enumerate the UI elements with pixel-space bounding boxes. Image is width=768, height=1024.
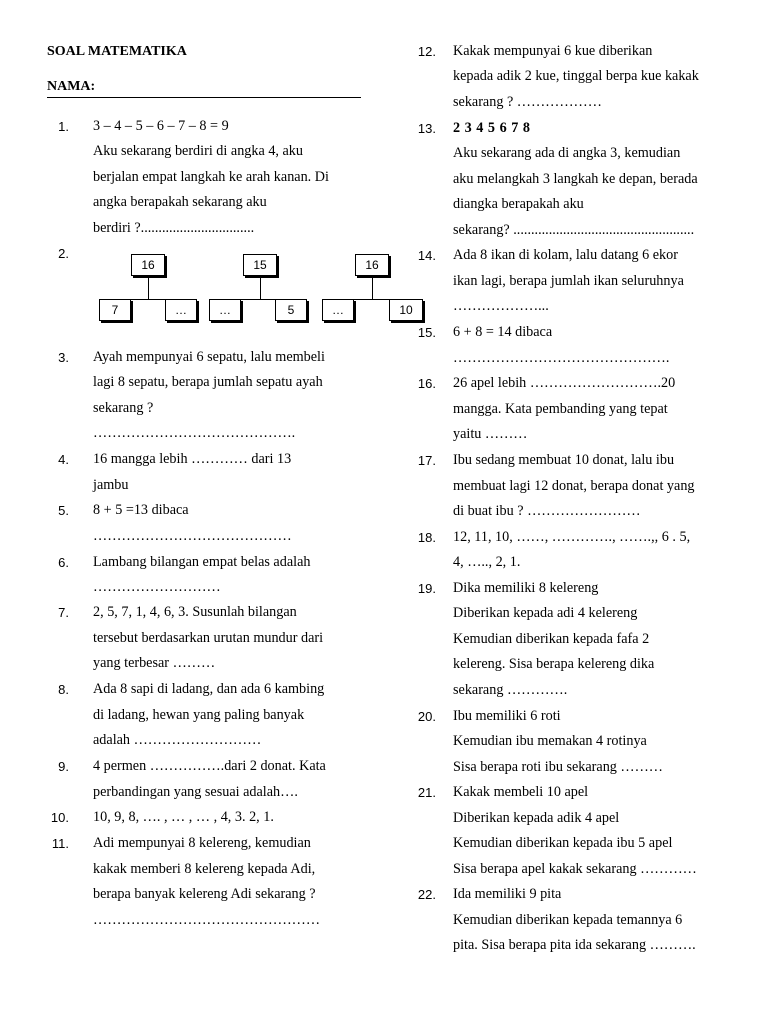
question-text bbox=[93, 831, 320, 933]
question-number: 9. bbox=[58, 759, 69, 774]
question-line: ………………………………………. bbox=[453, 349, 670, 366]
question-line: sekarang ? bbox=[93, 399, 154, 416]
question-number: 2. bbox=[58, 246, 69, 261]
question-number: 11. bbox=[51, 836, 69, 851]
question-line: sekarang ? ……………… bbox=[453, 93, 602, 110]
question-line: Kemudian ibu memakan 4 rotinya bbox=[453, 733, 647, 750]
question-line: mangga. Kata pembanding yang tepat bbox=[453, 400, 668, 417]
question-line: kepada adik 2 kue, tinggal berpa kue kakak bbox=[453, 68, 699, 85]
diagram-left-box-1: 7 bbox=[99, 299, 131, 321]
question-line: Diberikan kepada adi 4 kelereng bbox=[453, 605, 638, 622]
question-number: 8. bbox=[58, 682, 69, 697]
question-number: 20. bbox=[417, 708, 436, 724]
diagram-top-box-3: 16 bbox=[355, 254, 389, 276]
question-line: berjalan empat langkah ke arah kanan. Di bbox=[93, 168, 329, 185]
question-text bbox=[93, 754, 326, 805]
question-line: ikan lagi, berapa jumlah ikan seluruhnya bbox=[453, 272, 684, 289]
question-line: 3 – 4 – 5 – 6 – 7 – 8 = 9 bbox=[93, 117, 229, 134]
question-line: Lambang bilangan empat belas adalah bbox=[93, 553, 311, 570]
question-line: 16 mangga lebih ………… dari 13 bbox=[93, 451, 292, 467]
question-text bbox=[453, 576, 654, 704]
question-line: diangka berapakah aku bbox=[453, 196, 584, 213]
diagram-top-box-2: 15 bbox=[243, 254, 277, 276]
question-line: 2, 5, 7, 1, 4, 6, 3. Susunlah bilangan bbox=[93, 604, 297, 620]
question-line: membuat lagi 12 donat, berapa donat yang bbox=[453, 477, 695, 494]
question-text bbox=[93, 447, 291, 498]
question-line: lagi 8 sepatu, berapa jumlah sepatu ayah bbox=[93, 374, 323, 391]
question-line: adalah ……………………… bbox=[93, 732, 262, 749]
question-line: Kemudian diberikan kepada ibu 5 apel bbox=[453, 835, 673, 852]
question-line: pita. Sisa berapa pita ida sekarang ………. bbox=[453, 937, 696, 954]
question-line: Ibu memiliki 6 roti bbox=[453, 707, 561, 724]
question-line: Diberikan kepada adik 4 apel bbox=[453, 809, 620, 826]
question-line: tersebut berdasarkan urutan mundur dari bbox=[93, 629, 324, 646]
question-line: yang terbesar ……… bbox=[93, 655, 216, 672]
question-number: 3. bbox=[58, 349, 69, 365]
question-text bbox=[93, 114, 329, 242]
diagram-right-box-3: 10 bbox=[389, 299, 423, 321]
question-line: Aku sekarang ada di angka 3, kemudian bbox=[453, 145, 681, 162]
question-number: 12. bbox=[417, 43, 436, 59]
question-text bbox=[453, 525, 690, 576]
question-text bbox=[453, 371, 675, 448]
question-line: jambu bbox=[93, 476, 129, 493]
question-line: 10, 9, 8, …. , … , … , 4, 3. 2, 1. bbox=[93, 809, 274, 825]
question-text bbox=[93, 550, 310, 601]
question-line: sekarang …………. bbox=[453, 681, 568, 698]
question-number: 17. bbox=[417, 453, 436, 468]
question-line: Sisa berapa apel kakak sekarang ………… bbox=[453, 860, 697, 877]
question-line: ……………………………………. bbox=[93, 425, 296, 442]
question-text bbox=[93, 498, 292, 549]
question-number: 14. bbox=[417, 248, 436, 263]
question-line: di ladang, hewan yang paling banyak bbox=[93, 706, 305, 723]
question-text bbox=[453, 243, 684, 320]
question-line: 26 apel lebih ……………………….20 bbox=[453, 375, 676, 391]
question-line: …………………………………… bbox=[93, 527, 292, 544]
diagram-connector bbox=[354, 299, 392, 300]
question-number: 21. bbox=[417, 785, 436, 800]
question-line: di buat ibu ? …………………… bbox=[453, 503, 641, 520]
question-number: 7. bbox=[58, 605, 69, 620]
question-text bbox=[93, 600, 323, 677]
question-line: Kakak mempunyai 6 kue diberikan bbox=[453, 42, 653, 59]
question-text bbox=[453, 704, 663, 781]
question-text bbox=[453, 780, 697, 882]
question-number: 22. bbox=[417, 887, 436, 902]
question-line: sekarang? ................................................... bbox=[453, 221, 695, 238]
diagram-left-box-2: … bbox=[209, 299, 241, 321]
question-line: 4, ….., 2, 1. bbox=[453, 554, 521, 571]
question-text bbox=[453, 116, 698, 244]
question-text bbox=[453, 448, 695, 525]
question-line: Ada 8 sapi di ladang, dan ada 6 kambing bbox=[93, 681, 325, 697]
question-line: Kakak membeli 10 apel bbox=[453, 784, 589, 800]
question-text bbox=[93, 345, 325, 447]
question-line: 8 + 5 =13 dibaca bbox=[93, 502, 189, 518]
question-number: 15. bbox=[417, 325, 436, 340]
question-line: berapa banyak kelereng Adi sekarang ? bbox=[93, 886, 316, 903]
question-number: 19. bbox=[417, 580, 436, 596]
diagram-connector bbox=[372, 277, 373, 299]
page-title: SOAL MATEMATIKA bbox=[47, 44, 187, 59]
question-number: 13. bbox=[417, 120, 436, 136]
diagram-right-box-2: 5 bbox=[275, 299, 307, 321]
question-number: 5. bbox=[58, 503, 69, 518]
question-line: Dika memiliki 8 kelereng bbox=[453, 579, 599, 596]
question-line: Ada 8 ikan di kolam, lalu datang 6 ekor bbox=[453, 247, 678, 263]
question-line: Adi mempunyai 8 kelereng, kemudian bbox=[93, 835, 311, 851]
question-number: 18. bbox=[417, 529, 436, 545]
name-underline bbox=[47, 97, 361, 98]
question-number: 10. bbox=[50, 810, 69, 825]
question-line: kelereng. Sisa berapa kelereng dika bbox=[453, 656, 655, 673]
question-text bbox=[93, 677, 324, 754]
question-line: 6 + 8 = 14 dibaca bbox=[453, 324, 553, 340]
question-line: berdiri ?................................ bbox=[93, 219, 255, 236]
question-line: ………………………………………… bbox=[93, 911, 320, 928]
name-label: NAMA: bbox=[47, 79, 96, 94]
question-line: kakak memberi 8 kelereng kepada Adi, bbox=[93, 860, 316, 877]
question-text bbox=[453, 39, 699, 116]
question-text bbox=[453, 882, 696, 959]
question-line: aku melangkah 3 langkah ke depan, berada bbox=[453, 170, 698, 187]
diagram-connector bbox=[148, 277, 149, 299]
question-text bbox=[453, 320, 669, 371]
question-line: yaitu ……… bbox=[453, 426, 528, 443]
question-line: ……………………… bbox=[93, 579, 221, 596]
diagram-left-box-3: … bbox=[322, 299, 354, 321]
question-number: 4. bbox=[58, 452, 69, 467]
diagram-top-box-1: 16 bbox=[131, 254, 165, 276]
diagram-right-box-1: … bbox=[165, 299, 197, 321]
diagram-connector bbox=[260, 277, 261, 299]
question-number: 16. bbox=[417, 376, 436, 391]
question-line: Aku sekarang berdiri di angka 4, aku bbox=[93, 143, 303, 160]
question-line: 12, 11, 10, ……, …………., …….,, 6 . 5, bbox=[453, 528, 691, 545]
question-line: perbandingan yang sesuai adalah…. bbox=[93, 783, 298, 800]
question-line: angka berapakah sekarang aku bbox=[93, 194, 267, 211]
question-number: 6. bbox=[58, 554, 69, 570]
question-line: Ayah mempunyai 6 sepatu, lalu membeli bbox=[93, 348, 325, 365]
question-line: Kemudian diberikan kepada fafa 2 bbox=[453, 630, 650, 647]
question-line: Ida memiliki 9 pita bbox=[453, 886, 562, 902]
question-number: 1. bbox=[58, 118, 69, 134]
question-line: 4 permen …………….dari 2 donat. Kata bbox=[93, 758, 326, 774]
question-line: Sisa berapa roti ibu sekarang ……… bbox=[453, 758, 663, 775]
question-line: Kemudian diberikan kepada temannya 6 bbox=[453, 911, 683, 928]
question-line: ………………... bbox=[453, 298, 549, 315]
question-text bbox=[93, 805, 274, 831]
question-line: 2 3 4 5 6 7 8 bbox=[453, 119, 531, 136]
question-line: Ibu sedang membuat 10 donat, lalu ibu bbox=[453, 452, 675, 468]
